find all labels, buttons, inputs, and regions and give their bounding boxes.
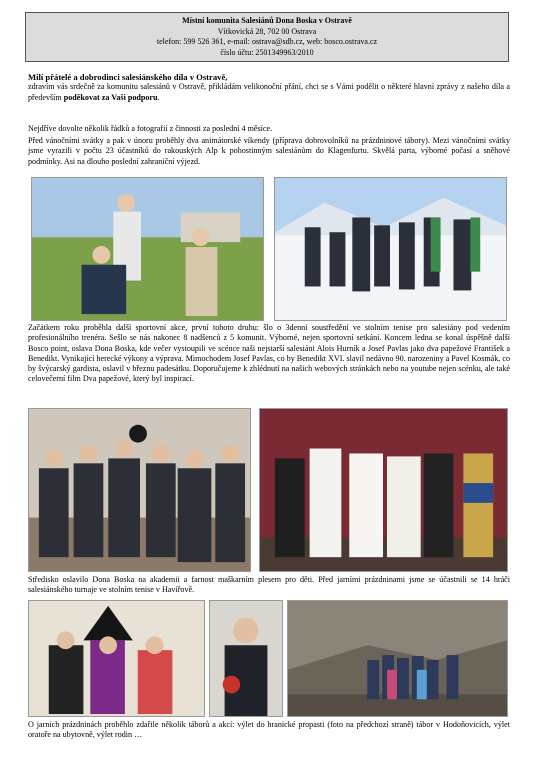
photo-tennis-player [209, 600, 283, 717]
photo-ski-trip [274, 177, 507, 321]
address: Vítkovická 28, 702 00 Ostrava [217, 26, 317, 36]
letter-intro [28, 72, 510, 103]
photo-group-outdoor [31, 177, 264, 321]
intro-thanks: poděkovat za Vaši podporu [63, 92, 158, 102]
intro-end: . [157, 92, 160, 102]
contact-line: telefon: 599 526 361, e-mail: ostrava@sdb.cz, web: bosco.ostrava.cz [156, 37, 378, 46]
greeting: Milí přátelé a dobrodinci salesiánského díla v Ostravě, [28, 72, 228, 82]
letterhead [25, 12, 509, 62]
paragraph-2: Před vánočními svátky a pak v únoru proběhly dva animátorské víkendy (příprava dobrovolníků na prázdninové tábory). Mezi vánočními svátky jsme vyrazili v počtu 23 účastníků do rakouských Alp k pohostinným salesiánům do Klagenfurtu. Skvělá parta, výborné počasí a sněhové podmínky. Asi na dlouho poslední zahraniční výjezd. [28, 136, 510, 166]
photo-table-tennis-group [28, 408, 251, 572]
paragraph-3: Začátkem roku proběhla další sportovní akce, první tohoto druhu: šlo o 3denní soustředění ve stolním tenise pro salesiány pod vedením profesionálního trenéra. Sešlo se nás nakonec 8 nadšenců z 5 komunit. Výborné, nejen sportovní setkání. Koncem ledna se konal úspěšně další Bosco point, oslava Dona Boska, kde večer vystoupili ve scénce naši nejstarší salesiáni Alois Hurník a Josef Pavlas jako dva papežové František a Benedikt. Vynikající herecké výkony a výprava. Mimochodem Josef Pavlas, co by Benedikt XVI. slavil nedávno 90. narozeniny a Pavel Kosmák, co by švýcarský gardista, oslavil v březnu padesátku. Doporučujeme k zhlédnutí na našich webových stránkách nebo na youtube nejen scénku, ale také celovečerní film Dva papežové, který byl inspirací. [28, 323, 510, 384]
photo-carnival [28, 600, 205, 717]
paragraph-4: Středisko oslavilo Dona Boska na akademii a farnost maškarním plesem pro děti. Před jarními prázdninami jsme se účastnili se 14 hráči salesiánského turnaje ve stolním tenise v Havířově. [28, 575, 510, 595]
photo-popes-scene [259, 408, 508, 572]
bank-account: číslo účtu: 2501349963/2010 [220, 47, 314, 57]
paragraph-5: O jarních prázdninách proběhlo zdařile několik táborů a akcí: výlet do hranické propasti (foto na předchozí straně) tábor v Hodoňovicích, výlet oratoře na ubytovně, výlet rodin … [28, 720, 510, 740]
photo-cave-trip [287, 600, 508, 717]
organization-name: Místní komunita Salesiánů Dona Boska v Ostravě [182, 16, 352, 25]
intro-text: zdravím vás srdečně za komunitu salesiánů v Ostravě, přikládám velikonoční přání, chci se s Vámi podělit o některé hlavní zprávy z našeho díla a především [28, 82, 510, 102]
intro-paragraph [28, 82, 510, 103]
paragraph-1: Nejdříve dovolte několik řádků a fotografií z činnosti za poslední 4 měsíce. [28, 124, 273, 133]
